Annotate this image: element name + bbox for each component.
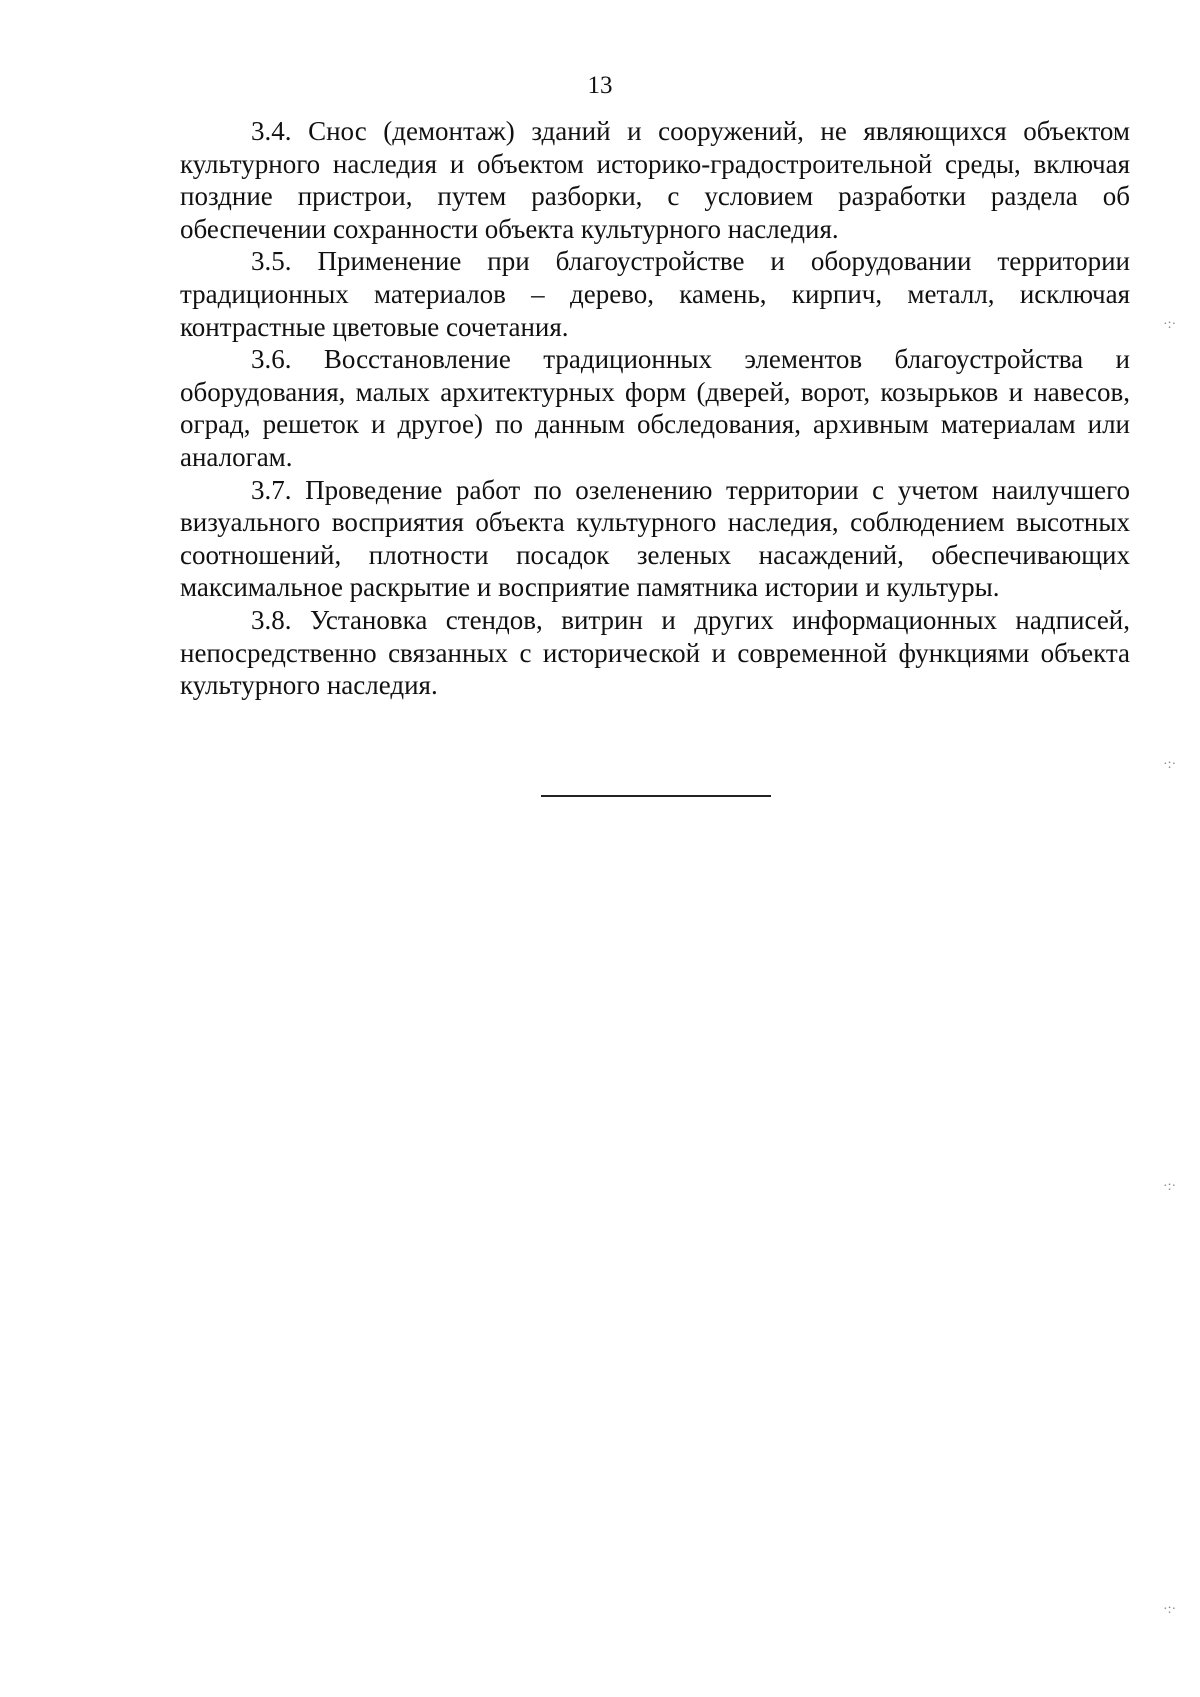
page-number: 13	[587, 72, 613, 99]
document-body	[180, 115, 1130, 702]
paragraph-3-6: 3.6. Восстановление традиционных элементов благоустройства и оборудования, малых архитектурных форм (дверей, ворот, козырьков и навесов, оград, решеток и другое) по данным обследования, архивным материалам или аналогам.	[180, 344, 1130, 472]
paragraph-3-5: 3.5. Применение при благоустройстве и оборудовании территории традиционных материалов – дерево, камень, кирпич, металл, исключая контрастные цветовые сочетания.	[180, 246, 1130, 342]
paragraph-3-4: 3.4. Снос (демонтаж) зданий и сооружений, не являющихся объектом культурного наследия и объектом историко-градостроительной среды, включая поздние пристрои, путем разборки, с условием разработки раздела об обеспечении сохранности объекта культурного наследия.	[180, 116, 1130, 244]
scan-artifact: ·:·	[1163, 1179, 1177, 1194]
scan-artifact: ·:·	[1163, 317, 1177, 332]
paragraph-3-7: 3.7. Проведение работ по озеленению территории с учетом наилучшего визуального восприятия объекта культурного наследия, соблюдением высотных соотношений, плотности посадок зеленых насаждений, обеспечивающих максимальное раскрытие и восприятие памятника истории и культуры.	[180, 474, 1130, 603]
scan-artifact: ·:·	[1163, 1602, 1177, 1617]
end-separator-line	[541, 795, 771, 797]
scan-artifact: ·:·	[1163, 757, 1177, 772]
paragraph-3-8: 3.8. Установка стендов, витрин и других информационных надписей, непосредственно связанных с исторической и современной функциями объекта культурного наследия.	[180, 604, 1130, 701]
